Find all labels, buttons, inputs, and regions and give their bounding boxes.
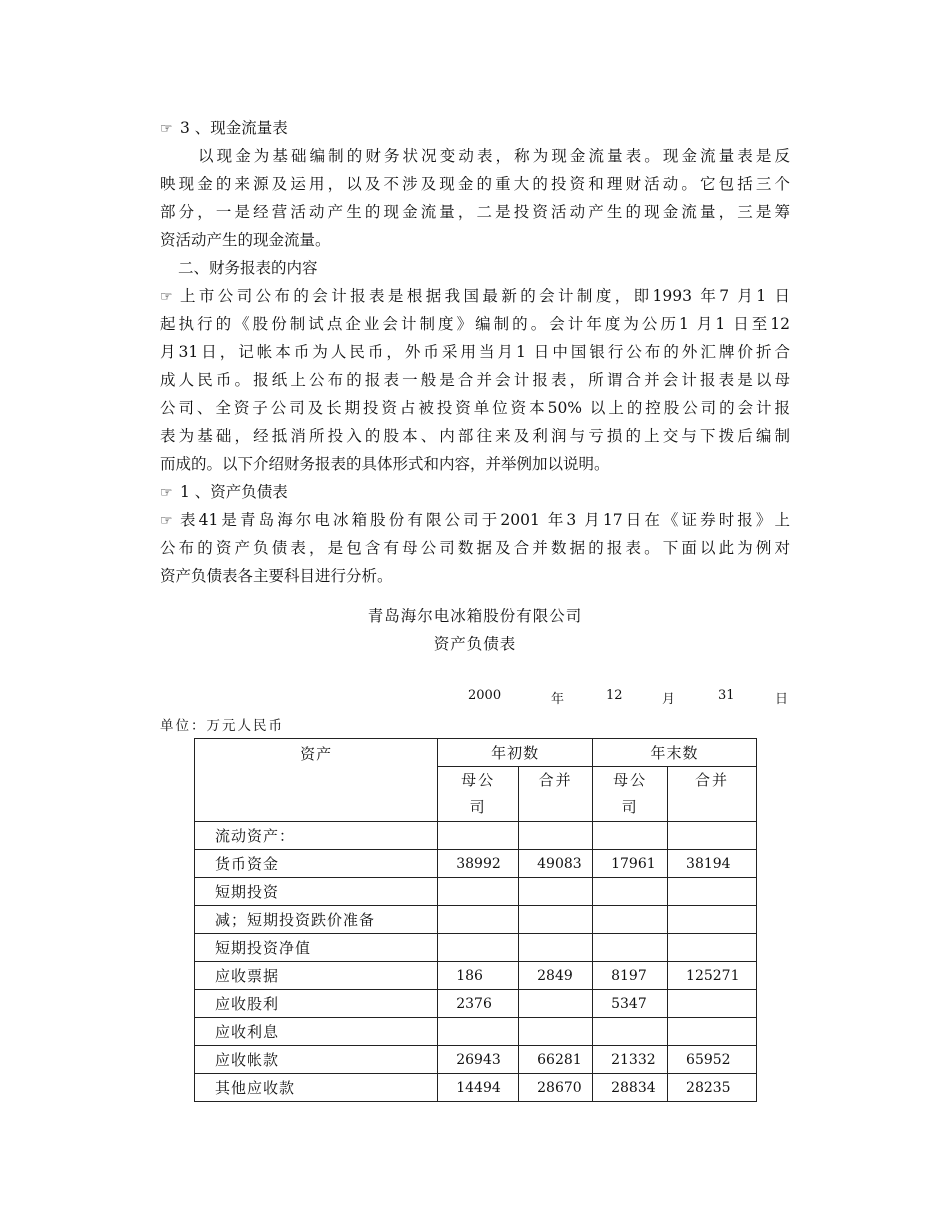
paragraph-line: 映现金的来源及运用，以及不涉及现金的重大的投资和理财活动。它包括三个: [160, 175, 790, 193]
row-label: 货币资金: [195, 850, 438, 878]
table-row: [195, 1046, 757, 1074]
row-label: 其他应收款: [195, 1074, 438, 1102]
cell-begin-merged: 66281: [519, 1046, 593, 1074]
row-label: 短期投资: [195, 878, 438, 906]
row-label: 应收利息: [195, 1018, 438, 1046]
cell-end-merged: [668, 1018, 757, 1046]
company-name: 青岛海尔电冰箱股份有限公司: [367, 607, 583, 625]
paragraph-line: 而成的。以下介绍财务报表的具体形式和内容，并举例加以说明。: [160, 455, 610, 473]
cell-begin-parent: 26943: [438, 1046, 519, 1074]
hand-pointer-icon: ☞: [160, 513, 173, 529]
hand-pointer-icon: ☞: [160, 289, 173, 305]
cell-begin-parent: 38992: [438, 850, 519, 878]
header-end: 年末数: [593, 739, 757, 767]
cell-end-parent: [593, 906, 668, 934]
section1-heading: ☞ 1 、资产负债表: [160, 478, 790, 507]
cell-end-merged: [668, 822, 757, 850]
paragraph-line: 月31日，记帐本币为人民币，外币采用当月1 日中国银行公布的外汇牌价折合: [160, 343, 790, 361]
date-year-unit: 年: [551, 692, 565, 707]
table-row: [195, 962, 757, 990]
cell-begin-merged: 49083: [519, 850, 593, 878]
paragraph-line: 公布的资产负债表，是包含有母公司数据及合并数据的报表。下面以此为例对: [160, 539, 790, 557]
cell-end-parent: [593, 934, 668, 962]
paragraph-line: 资产负债表各主要科目进行分析。: [160, 567, 393, 585]
date-year: 2000: [468, 688, 502, 703]
paragraph-line: 资活动产生的现金流量。: [160, 231, 331, 249]
cell-begin-merged: 28670: [519, 1074, 593, 1102]
row-label: 应收票据: [195, 962, 438, 990]
cell-end-merged: [668, 878, 757, 906]
cell-begin-parent: [438, 906, 519, 934]
subheader-merged: 合并: [519, 767, 593, 822]
cell-begin-parent: [438, 878, 519, 906]
section3-heading: ☞ 3 、现金流量表: [160, 114, 790, 143]
header-asset: 资产: [195, 739, 438, 822]
cell-begin-merged: [519, 822, 593, 850]
paragraph-line: 以现金为基础编制的财务状况变动表，称为现金流量表。现金流量表是反: [198, 147, 790, 165]
cell-begin-parent: [438, 1018, 519, 1046]
table-row: [195, 878, 757, 906]
row-label: 短期投资净值: [195, 934, 438, 962]
subheader-parent: 母公 司: [438, 767, 519, 822]
paragraph-line-first: ☞ 表41是青岛海尔电冰箱股份有限公司于2001 年3 月17日在《证券时报》上: [160, 506, 790, 535]
cell-end-parent: 21332: [593, 1046, 668, 1074]
row-label: 应收股利: [195, 990, 438, 1018]
paragraph-line: 成人民币。报纸上公布的报表一般是合并会计报表，所谓合并会计报表是以母: [160, 371, 790, 389]
balance-sheet-table: [194, 738, 757, 1102]
date-month: 12: [606, 688, 623, 703]
table-row: [195, 822, 757, 850]
cell-end-merged: [668, 906, 757, 934]
paragraph-line-first: ☞ 上市公司公布的会计报表是根据我国最新的会计制度，即1993 年7 月1 日: [160, 282, 790, 311]
cell-end-parent: [593, 878, 668, 906]
subheader-merged: 合并: [668, 767, 757, 822]
hand-pointer-icon: ☞: [160, 121, 173, 137]
cell-end-merged: [668, 990, 757, 1018]
paragraph-line: 部分，一是经营活动产生的现金流量，二是投资活动产生的现金流量，三是筹: [160, 203, 790, 221]
cell-begin-merged: [519, 906, 593, 934]
cell-begin-merged: 2849: [519, 962, 593, 990]
date-day-unit: 日: [775, 692, 789, 707]
paragraph-line: 表为基础，经抵消所投入的股本、内部往来及利润与亏损的上交与下拨后编制: [160, 427, 790, 445]
cell-begin-merged: [519, 1018, 593, 1046]
cell-begin-parent: 14494: [438, 1074, 519, 1102]
table-row: [195, 934, 757, 962]
part2-heading: 二、财务报表的内容: [178, 259, 318, 277]
cell-begin-merged: [519, 990, 593, 1018]
header-begin: 年初数: [438, 739, 593, 767]
table-row: [195, 1018, 757, 1046]
cell-end-parent: [593, 822, 668, 850]
cell-end-merged: [668, 934, 757, 962]
cell-end-parent: 8197: [593, 962, 668, 990]
row-label: 流动资产：: [195, 822, 438, 850]
cell-begin-merged: [519, 934, 593, 962]
cell-begin-parent: [438, 934, 519, 962]
table-header-row: [195, 739, 757, 767]
cell-begin-parent: [438, 822, 519, 850]
date-day: 31: [718, 688, 735, 703]
cell-end-parent: 17961: [593, 850, 668, 878]
hand-pointer-icon: ☞: [160, 485, 173, 501]
cell-end-parent: 5347: [593, 990, 668, 1018]
table-row: [195, 850, 757, 878]
paragraph-line: 公司、全资子公司及长期投资占被投资单位资本50% 以上的控股公司的会计报: [160, 399, 790, 417]
table-row: [195, 906, 757, 934]
cell-begin-parent: 186: [438, 962, 519, 990]
cell-begin-parent: 2376: [438, 990, 519, 1018]
table-row: [195, 1074, 757, 1102]
cell-end-merged: 65952: [668, 1046, 757, 1074]
cell-end-merged: 125271: [668, 962, 757, 990]
cell-end-merged: 28235: [668, 1074, 757, 1102]
cell-end-parent: [593, 1018, 668, 1046]
cell-end-parent: 28834: [593, 1074, 668, 1102]
unit-label: 单位：万元人民币: [160, 718, 284, 734]
cell-end-merged: 38194: [668, 850, 757, 878]
paragraph-line: 起执行的《股份制试点企业会计制度》编制的。会计年度为公历1 月1 日至12: [160, 315, 790, 333]
report-title: 资产负债表: [433, 635, 517, 653]
date-month-unit: 月: [662, 692, 676, 707]
table-row: [195, 990, 757, 1018]
row-label: 减；短期投资跌价准备: [195, 906, 438, 934]
row-label: 应收帐款: [195, 1046, 438, 1074]
subheader-parent: 母公 司: [593, 767, 668, 822]
cell-begin-merged: [519, 878, 593, 906]
